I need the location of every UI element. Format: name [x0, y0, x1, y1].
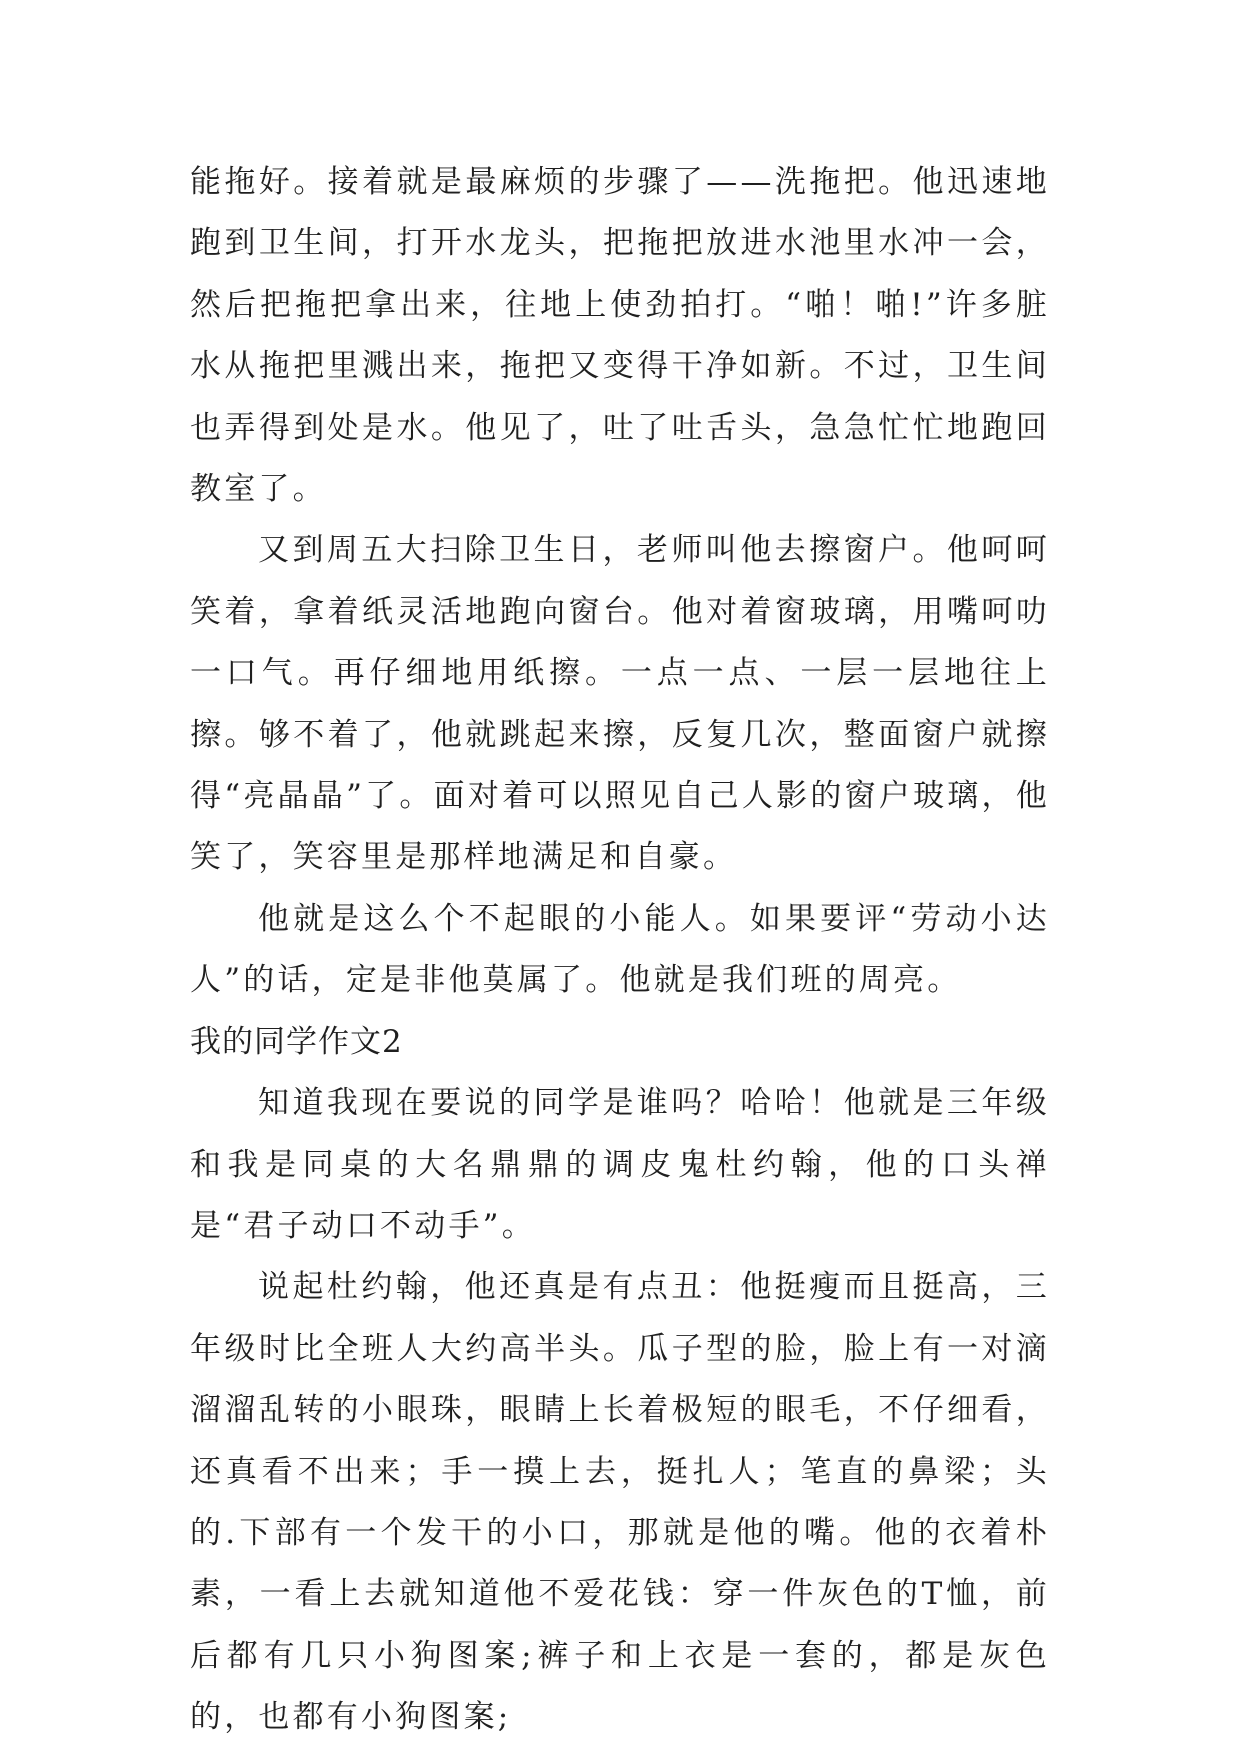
paragraph: 他就是这么个不起眼的小能人。如果要评“劳动小达人”的话，定是非他莫属了。他就是我们班的周亮。 — [190, 900, 1050, 999]
article-body — [190, 152, 1050, 1749]
paragraph: 又到周五大扫除卫生日，老师叫他去擦窗户。他呵呵笑着，拿着纸灵活地跑向窗台。他对着窗玻璃，用嘴呵叻一口气。再仔细地用纸擦。一点一点、一层一层地往上擦。够不着了，他就跳起来擦，反复几次，整面窗户就擦得“亮晶晶”了。面对着可以照见自己人影的窗户玻璃，他笑了，笑容里是那样地满足和自豪。 — [190, 532, 1050, 876]
paragraph: 能拖好。接着就是最麻烦的步骤了——洗拖把。他迅速地跑到卫生间，打开水龙头，把拖把放进水池里水冲一会，然后把拖把拿出来，往地上使劲拍打。“啪！啪!”许多脏水从拖把里溅出来，拖把又变得干净如新。不过，卫生间也弄得到处是水。他见了，吐了吐舌头，急急忙忙地跑回教室了。 — [190, 164, 1050, 508]
paragraph: 知道我现在要说的同学是谁吗？哈哈！他就是三年级和我是同桌的大名鼎鼎的调皮鬼杜约翰，他的口头禅是“君子动口不动手”。 — [190, 1085, 1050, 1244]
section-heading: 我的同学作文2 — [190, 1023, 403, 1060]
paragraph: 说起杜约翰，他还真是有点丑：他挺瘦而且挺高，三年级时比全班人大约高半头。瓜子型的脸，脸上有一对滴溜溜乱转的小眼珠，眼睛上长着极短的眼毛，不仔细看，还真看不出来；手一摸上去，挺扎人；笔直的鼻梁；头的.下部有一个发干的小口，那就是他的嘴。他的衣着朴素，一看上去就知道他不爱花钱：穿一件灰色的T恤，前后都有几只小狗图案;裤子和上衣是一套的，都是灰色的，也都有小狗图案; — [190, 1269, 1050, 1736]
